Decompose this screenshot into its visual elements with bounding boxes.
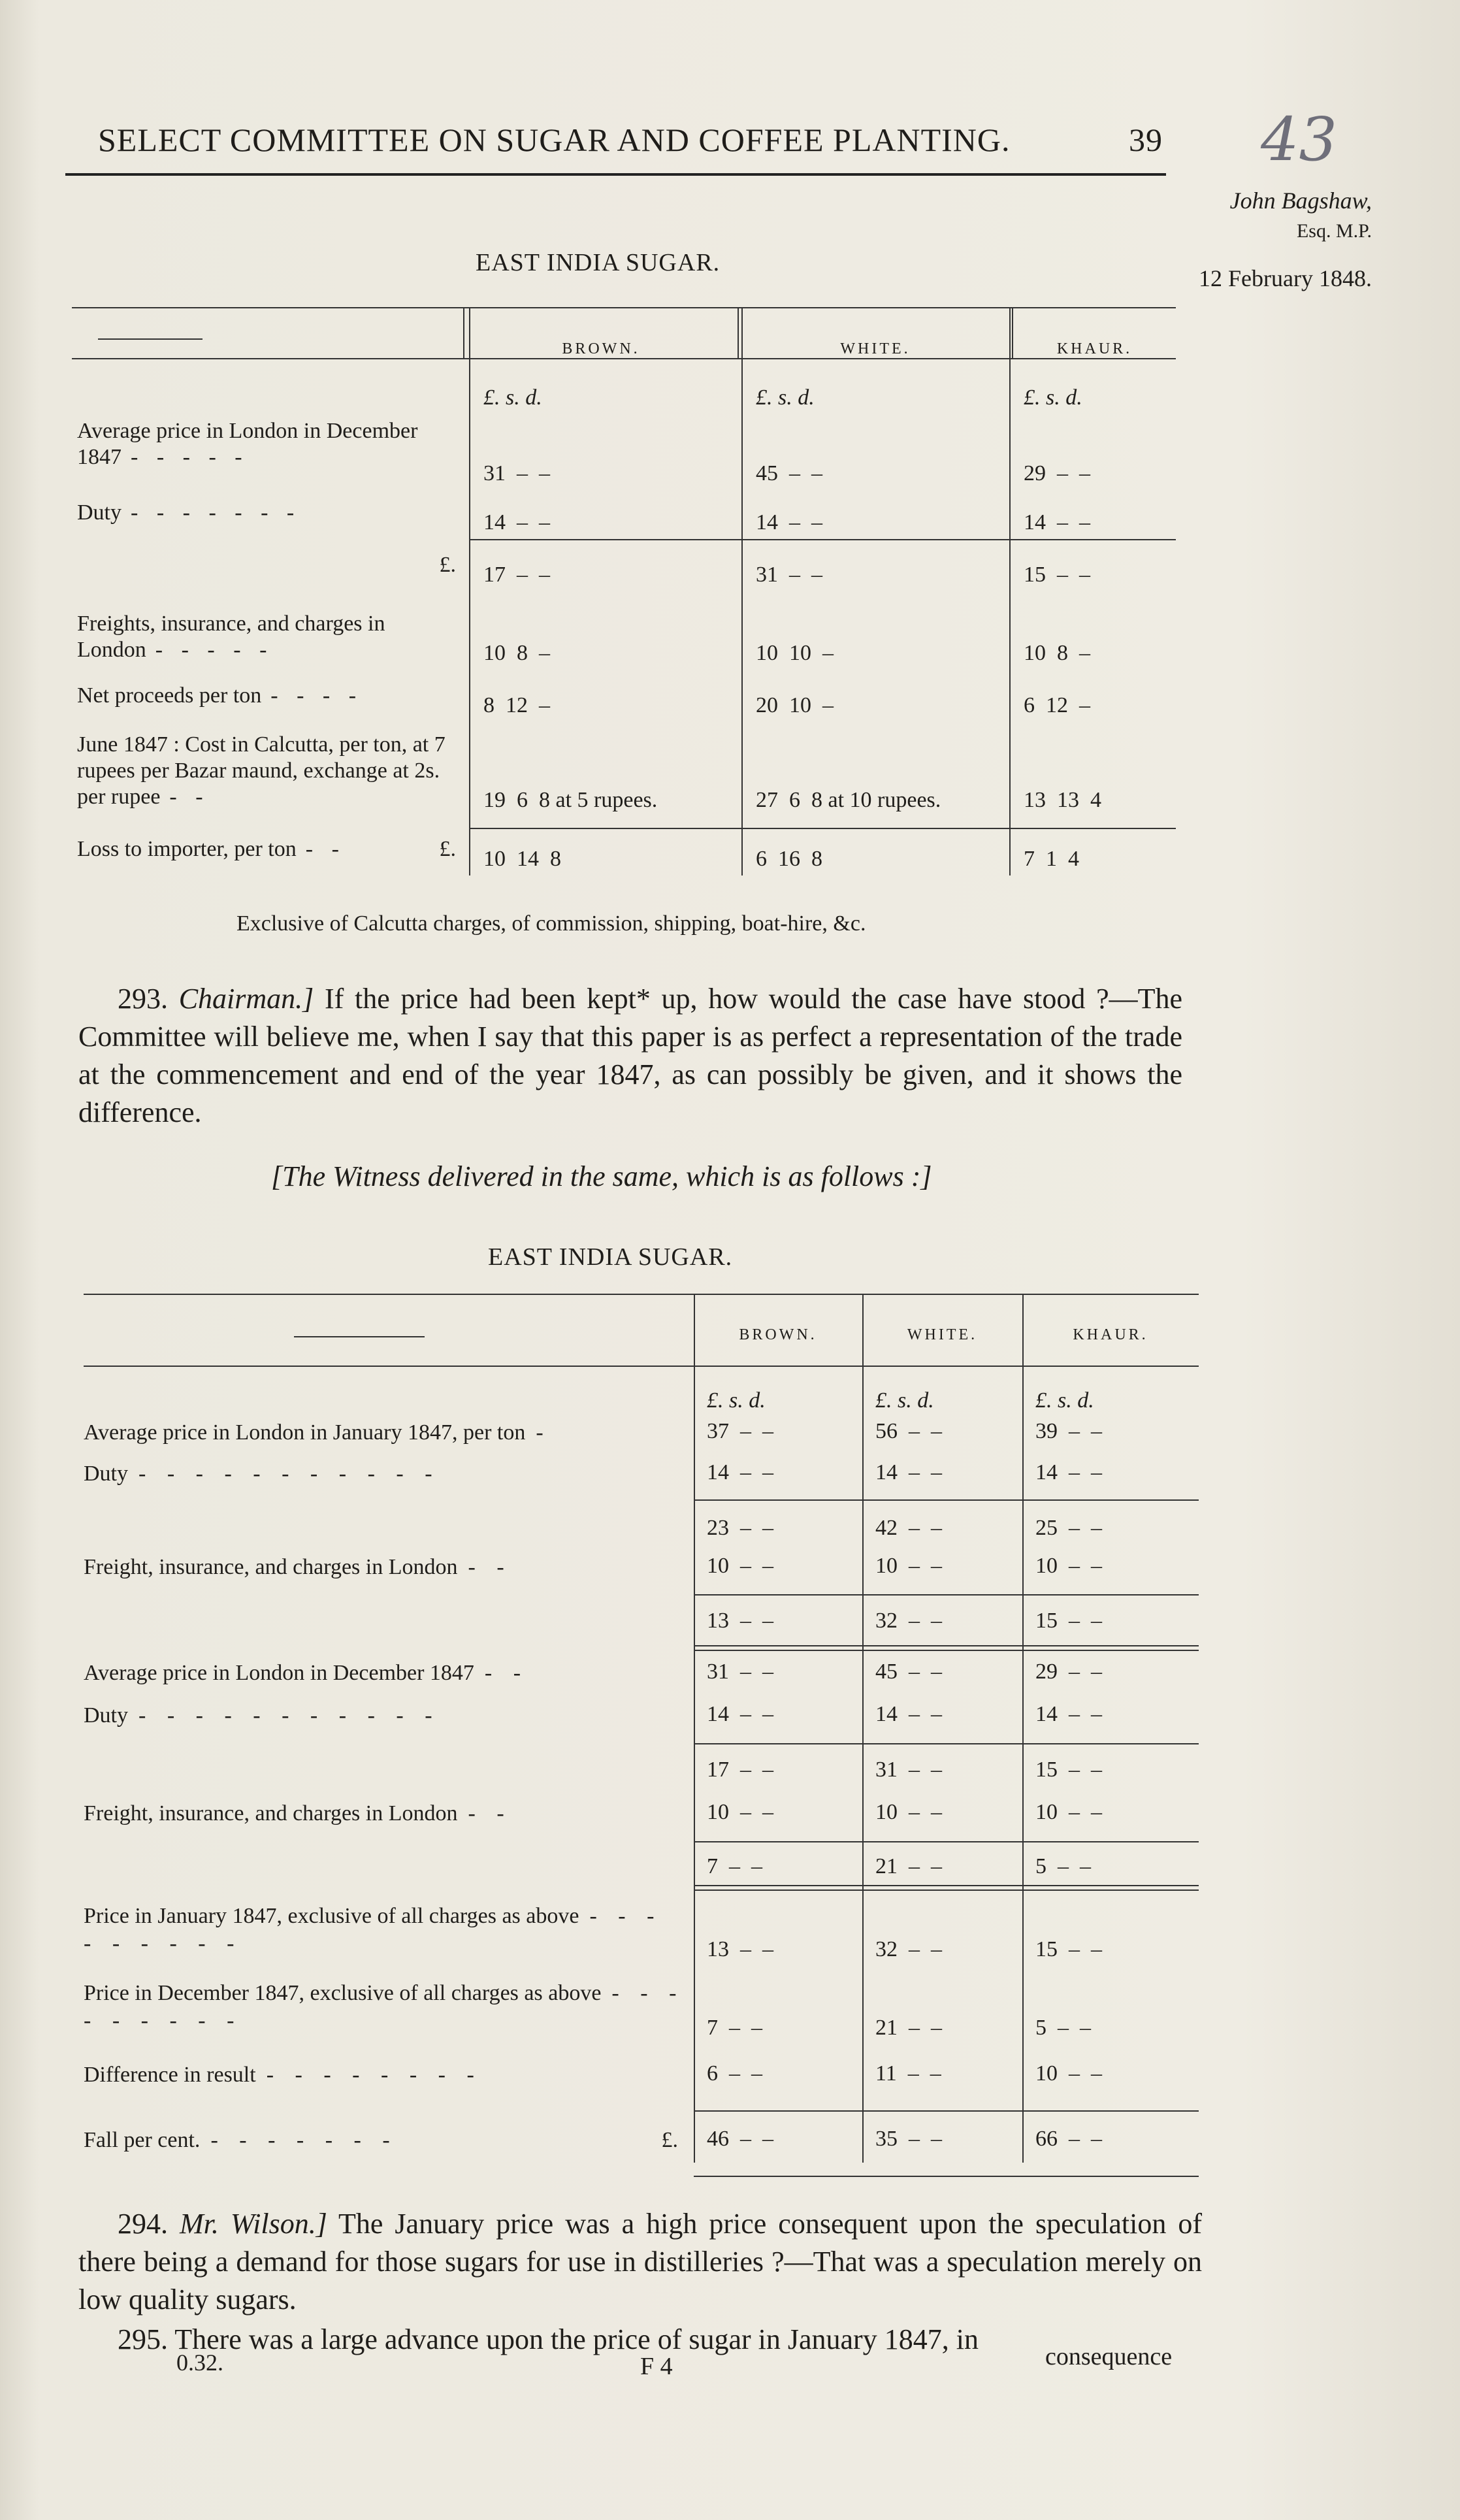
table2-row-label	[84, 1554, 685, 1581]
table-column-rule	[469, 307, 470, 875]
table1-row-label	[77, 836, 456, 862]
table2-cell-white: 21 – –	[875, 2016, 942, 2040]
table1-cell-brown: 10 8 –	[483, 641, 550, 665]
footer-signature: F 4	[640, 2353, 673, 2380]
table2-cell-white: 42 – –	[875, 1516, 942, 1540]
table1-row-label	[77, 552, 456, 578]
row-label-text: Duty	[84, 1703, 128, 1727]
table2-cell-white: 14 – –	[875, 1702, 942, 1726]
table2-cell-white: 32 – –	[875, 1937, 942, 1961]
table2-cell-brown: 10 – –	[707, 1554, 773, 1578]
row-label-text: Fall per cent.	[84, 2128, 201, 2152]
table1-cell-khaur: 6 12 –	[1024, 693, 1090, 717]
leader-dots: - - - - - - -	[210, 2128, 398, 2152]
leader-dots: - -	[169, 785, 210, 809]
table-column-rule	[862, 1294, 864, 2163]
table2-row-label	[84, 1800, 685, 1827]
paragraph-294	[78, 2205, 1202, 2319]
table2-row-label	[84, 1419, 685, 1447]
table-column-rule	[741, 307, 743, 875]
table-row-rule	[469, 828, 1176, 829]
leader-dots: - - - - -	[131, 445, 249, 469]
table2-cell-white: 10 – –	[875, 1554, 942, 1578]
header-rule	[65, 173, 1166, 176]
unit-sign: £.	[439, 553, 456, 577]
units-label: £. s. d.	[756, 385, 815, 410]
leader-dots: - - - -	[270, 683, 363, 708]
witness-name: John Bagshaw,	[1229, 188, 1372, 214]
table1-cell-white: 31 – –	[756, 563, 822, 587]
table-row-rule	[77, 358, 1176, 359]
table2-cell-khaur: 14 – –	[1035, 1460, 1102, 1484]
header-dash	[294, 1336, 425, 1337]
table-column-rule	[1009, 307, 1011, 875]
leader-dots: - - - - - - - - - - -	[138, 1462, 440, 1486]
header-title: SELECT COMMITTEE ON SUGAR AND COFFEE PLANTING.	[98, 122, 1011, 158]
row-label-text: June 1847 : Cost in Calcutta, per ton, at 7 rupees per Bazar maund, exchange at 2s. per rupee	[77, 732, 446, 809]
table-row-rule	[84, 1294, 1199, 1295]
table1-cell-brown: 31 – –	[483, 461, 550, 485]
table2-cell-brown: 13 – –	[707, 1609, 773, 1633]
table2-cell-khaur: 5 – –	[1035, 1854, 1091, 1878]
table1-cell-white: 6 16 8	[756, 847, 822, 871]
table2-cell-brown: 7 – –	[707, 2016, 762, 2040]
table1-cell-khaur: 14 – –	[1024, 510, 1090, 534]
table1-cell-white: 20 10 –	[756, 693, 834, 717]
table1-row-label	[77, 418, 456, 470]
paragraph-295: 295. There was a large advance upon the price of sugar in January 1847, in	[118, 2323, 979, 2355]
leader-dots: - - - - -	[155, 638, 274, 662]
unit-sign: £.	[439, 837, 456, 861]
table2-cell-brown: 7 – –	[707, 1854, 762, 1878]
table2-cell-white: 56 – –	[875, 1419, 942, 1443]
paragraph-293	[78, 980, 1182, 1132]
col-brown: BROWN.	[739, 1326, 817, 1343]
handwritten-folio-number: 43	[1261, 105, 1338, 174]
table1-row-label	[77, 732, 456, 810]
table2-cell-white: 45 – –	[875, 1660, 942, 1684]
table-row-rule	[77, 307, 1176, 308]
table1-cell-khaur: 7 1 4	[1024, 847, 1079, 871]
table2-cell-khaur: 39 – –	[1035, 1419, 1102, 1443]
table-row-rule	[694, 1885, 1199, 1886]
leader-dots: - - - - - - - - -	[84, 1904, 662, 1955]
footer-catchword: consequence	[1045, 2343, 1173, 2370]
row-label-text: Average price in London in December 1847	[77, 419, 418, 469]
units-label: £. s. d.	[707, 1388, 766, 1413]
table2-cell-white: 35 – –	[875, 2127, 942, 2151]
leader-dots: - - - - - - - - -	[84, 1981, 685, 2033]
table2-cell-white: 32 – –	[875, 1609, 942, 1633]
table2-cell-khaur: 5 – –	[1035, 2016, 1091, 2040]
table-row-rule	[84, 1366, 1199, 1367]
running-header	[98, 121, 1163, 159]
table1-cell-khaur: 29 – –	[1024, 461, 1090, 485]
row-label-text: Duty	[84, 1462, 128, 1486]
table1-units-row	[469, 385, 1176, 418]
col-khaur: KHAUR.	[1013, 308, 1176, 359]
units-label: £. s. d.	[483, 385, 542, 410]
table2-cell-white: 21 – –	[875, 1854, 942, 1878]
table1-row-label	[77, 683, 456, 709]
table2-row-label	[84, 1660, 685, 1687]
leader-dots: - - - - - - - - - - -	[138, 1703, 440, 1727]
row-label-text: Freights, insurance, and charges in London	[77, 612, 385, 662]
table-row-rule	[694, 1890, 1199, 1891]
table2-title: EAST INDIA SUGAR.	[488, 1243, 733, 1271]
row-label-text: Average price in London in January 1847, per ton	[84, 1420, 526, 1445]
table1-cell-brown: 19 6 8 at 5 rupees.	[483, 788, 658, 812]
table2-cell-brown: 23 – –	[707, 1516, 773, 1540]
row-label-text: Difference in result	[84, 2063, 256, 2087]
table-row-rule	[694, 1743, 1199, 1744]
units-label: £. s. d.	[1035, 1388, 1094, 1413]
p294-text: The January price was a high price consequent upon the speculation of there being a demand for those sugars for use in distilleries ?—That was a speculation merely on low quality sugars.	[78, 2208, 1202, 2315]
table1-cell-white: 14 – –	[756, 510, 822, 534]
table-column-rule	[694, 1294, 695, 2163]
row-label-text: Price in January 1847, exclusive of all charges as above	[84, 1904, 579, 1928]
table2-row-label	[84, 2127, 685, 2154]
table1-title: EAST INDIA SUGAR.	[476, 249, 721, 276]
table1-row-label	[77, 611, 456, 663]
table1-note: Exclusive of Calcutta charges, of commission, shipping, boat-hire, &c.	[236, 911, 866, 936]
table-row-rule	[694, 2176, 1199, 2177]
table1-cell-brown: 14 – –	[483, 510, 550, 534]
unit-sign: £.	[661, 2128, 678, 2152]
table2-cell-khaur: 10 – –	[1035, 1554, 1102, 1578]
leader-dots: - - - - - - -	[131, 500, 301, 525]
col-white: WHITE.	[738, 308, 1013, 359]
p293-number: 293.	[118, 983, 168, 1015]
table1-cell-brown: 17 – –	[483, 563, 550, 587]
table2-cell-white: 11 – –	[875, 2061, 941, 2086]
page-number: 39	[1129, 122, 1163, 158]
table2-cell-brown: 14 – –	[707, 1460, 773, 1484]
leader-dots: - - - - - - - -	[266, 2063, 482, 2087]
leader-dots: - -	[468, 1555, 512, 1579]
table-row-rule	[469, 539, 1176, 540]
footer-sheet-number: 0.32.	[176, 2349, 223, 2376]
col-khaur: KHAUR.	[1073, 1326, 1148, 1343]
row-label-text: Freight, insurance, and charges in London	[84, 1555, 458, 1579]
table-row-rule	[694, 1499, 1199, 1501]
table-row-rule	[694, 1650, 1199, 1651]
row-label-text: Average price in London in December 1847	[84, 1661, 474, 1685]
table1-cell-khaur: 13 13 4	[1024, 788, 1101, 812]
table2-cell-khaur: 10 – –	[1035, 1800, 1102, 1824]
table1-cell-brown: 8 12 –	[483, 693, 550, 717]
units-label: £. s. d.	[875, 1388, 934, 1413]
table1-row-label	[77, 500, 456, 526]
table2-cell-white: 14 – –	[875, 1460, 942, 1484]
p294-number: 294.	[118, 2208, 168, 2240]
leader-dots: - -	[305, 837, 346, 861]
table1-cell-white: 27 6 8 at 10 rupees.	[756, 788, 941, 812]
table2-cell-khaur: 10 – –	[1035, 2061, 1102, 2086]
row-label-text: Loss to importer, per ton	[77, 837, 297, 861]
col-brown: BROWN.	[464, 308, 738, 359]
row-label-text: Price in December 1847, exclusive of all charges as above	[84, 1981, 602, 2005]
table2-cell-khaur: 25 – –	[1035, 1516, 1102, 1540]
leader-dots: -	[536, 1420, 551, 1445]
p293-text: If the price had been kept* up, how would the case have stood ?—The Committee will believe me, when I say that this paper is as perfect a representation of the trade at the commencement and end of the year 1847, as can possibly be given, and it shows the difference.	[78, 983, 1183, 1128]
margin-witness-note	[1176, 186, 1372, 246]
table2-cell-white: 31 – –	[875, 1758, 942, 1782]
row-label-text: Net proceeds per ton	[77, 683, 262, 708]
table2-cell-khaur: 15 – –	[1035, 1609, 1102, 1633]
table2-cell-brown: 31 – –	[707, 1660, 773, 1684]
table-column-rule	[1022, 1294, 1024, 2163]
table2-cell-khaur: 66 – –	[1035, 2127, 1102, 2151]
leader-dots: - -	[484, 1661, 529, 1685]
units-label: £. s. d.	[1024, 385, 1082, 410]
table-row-rule	[694, 2110, 1199, 2112]
table2-cell-white: 10 – –	[875, 1800, 942, 1824]
row-label-text: Duty	[77, 500, 122, 525]
table2-row-label	[84, 1460, 685, 1488]
table1-cell-brown: 10 14 8	[483, 847, 561, 871]
leader-dots: - -	[468, 1801, 512, 1825]
table2-row-label	[84, 1903, 685, 1957]
table2-cell-khaur: 15 – –	[1035, 1758, 1102, 1782]
table2-cell-brown: 37 – –	[707, 1419, 773, 1443]
table2-cell-brown: 10 – –	[707, 1800, 773, 1824]
table2-cell-brown: 13 – –	[707, 1937, 773, 1961]
p293-speaker: Chairman.]	[178, 983, 314, 1015]
table-row-rule	[694, 1645, 1199, 1646]
table2-cell-brown: 17 – –	[707, 1758, 773, 1782]
table2-cell-khaur: 14 – –	[1035, 1702, 1102, 1726]
witness-title: Esq. M.P.	[1296, 220, 1372, 242]
table1-cell-white: 45 – –	[756, 461, 822, 485]
margin-date: 12 February 1848.	[1199, 265, 1372, 291]
table1-cell-khaur: 15 – –	[1024, 563, 1090, 587]
table1-cell-white: 10 10 –	[756, 641, 834, 665]
table-row-rule	[694, 1841, 1199, 1842]
p294-speaker: Mr. Wilson.]	[180, 2208, 327, 2240]
table2-row-label	[84, 1702, 685, 1729]
table2-cell-khaur: 15 – –	[1035, 1937, 1102, 1961]
table2-cell-brown: 14 – –	[707, 1702, 773, 1726]
table2-row-label	[84, 1980, 685, 2035]
table-row-rule	[694, 1594, 1199, 1595]
row-label-text: Freight, insurance, and charges in London	[84, 1801, 458, 1825]
table2-cell-brown: 6 – –	[707, 2061, 762, 2086]
table2-cell-khaur: 29 – –	[1035, 1660, 1102, 1684]
table2-cell-brown: 46 – –	[707, 2127, 773, 2151]
col-white: WHITE.	[907, 1326, 978, 1343]
table2-row-label	[84, 2061, 685, 2089]
table1-cell-khaur: 10 8 –	[1024, 641, 1090, 665]
witness-delivered-line: [The Witness delivered in the same, which is as follows :]	[271, 1160, 932, 1192]
